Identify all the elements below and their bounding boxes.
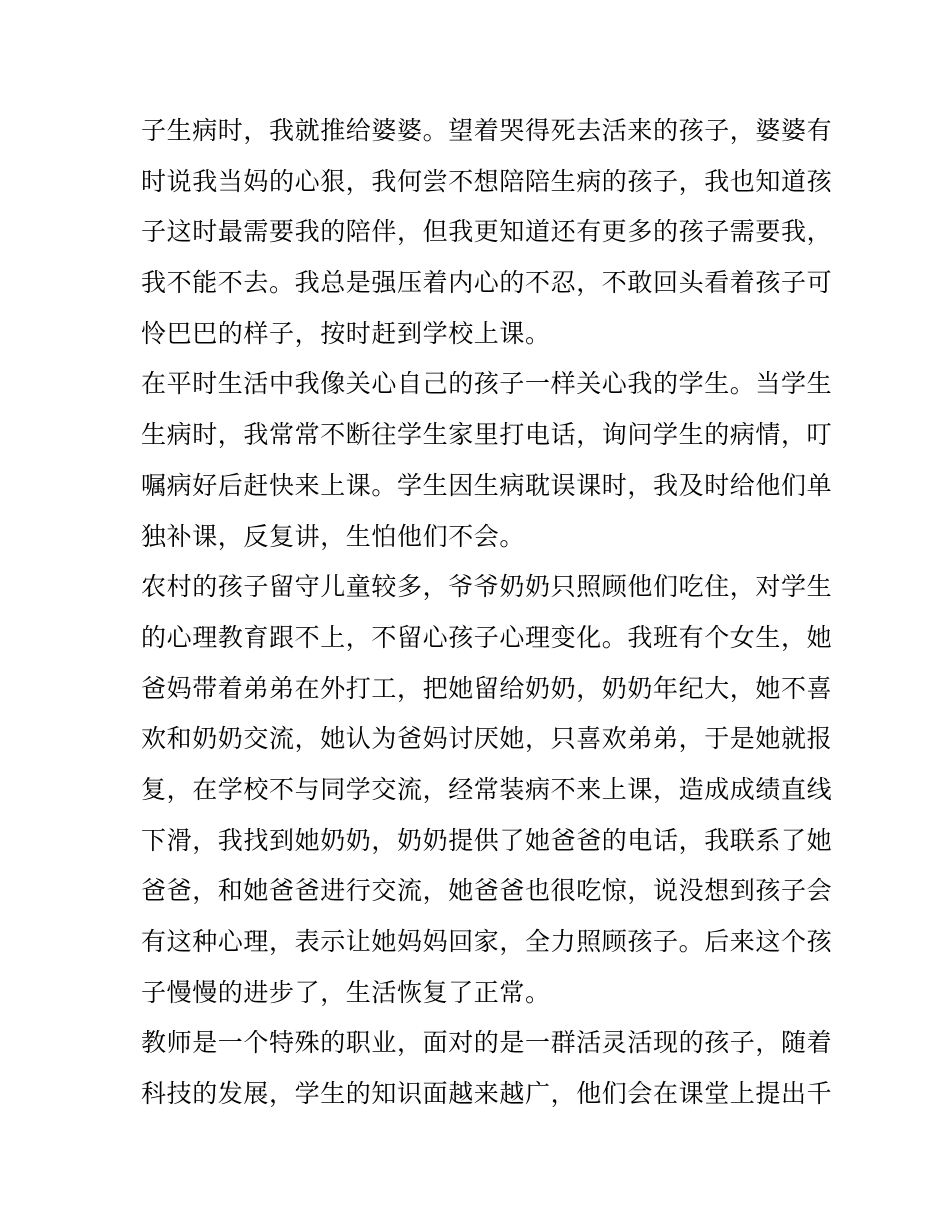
text-line: 独补课，反复讲，生怕他们不会。 (141, 521, 526, 551)
document-body (141, 106, 833, 1120)
text-line: 时说我当妈的心狠，我何尝不想陪陪生病的孩子，我也知道孩 (141, 166, 833, 196)
text-line: 怜巴巴的样子，按时赶到学校上课。 (141, 318, 551, 348)
text-line: 嘱病好后赶快来上课。学生因生病耽误课时，我及时给他们单 (141, 470, 833, 500)
text-line: 在平时生活中我像关心自己的孩子一样关心我的学生。当学生 (141, 369, 833, 399)
text-line: 我不能不去。我总是强压着内心的不忍，不敢回头看着孩子可 (141, 268, 833, 298)
paragraph-4 (141, 1018, 833, 1119)
paragraph-3 (141, 562, 833, 1018)
text-line: 欢和奶奶交流，她认为爸妈讨厌她，只喜欢弟弟，于是她就报 (141, 724, 833, 754)
text-line: 有这种心理，表示让她妈妈回家，全力照顾孩子。后来这个孩 (141, 927, 833, 956)
text-line: 生病时，我常常不断往学生家里打电话，询问学生的病情，叮 (141, 420, 833, 450)
paragraph-1 (141, 106, 833, 359)
text-line: 子生病时，我就推给婆婆。望着哭得死去活来的孩子，婆婆有 (141, 116, 833, 145)
text-line: 复，在学校不与同学交流，经常装病不来上课，造成成绩直线 (141, 774, 833, 804)
text-line: 子这时最需要我的陪伴，但我更知道还有更多的孩子需要我， (141, 217, 833, 247)
text-line: 教师是一个特殊的职业，面对的是一群活灵活现的孩子，随着 (141, 1028, 833, 1058)
text-line: 子慢慢的进步了，生活恢复了正常。 (141, 977, 551, 1007)
text-line: 下滑，我找到她奶奶，奶奶提供了她爸爸的电话，我联系了她 (141, 825, 833, 855)
text-line: 农村的孩子留守儿童较多，爷爷奶奶只照顾他们吃住，对学生 (141, 572, 833, 602)
text-line: 爸爸，和她爸爸进行交流，她爸爸也很吃惊，说没想到孩子会 (141, 876, 833, 906)
paragraph-2 (141, 359, 833, 562)
text-line: 科技的发展，学生的知识面越来越广，他们会在课堂上提出千 (141, 1079, 833, 1109)
text-line: 爸妈带着弟弟在外打工，把她留给奶奶，奶奶年纪大，她不喜 (141, 673, 833, 703)
text-line: 的心理教育跟不上，不留心孩子心理变化。我班有个女生，她 (141, 622, 833, 652)
